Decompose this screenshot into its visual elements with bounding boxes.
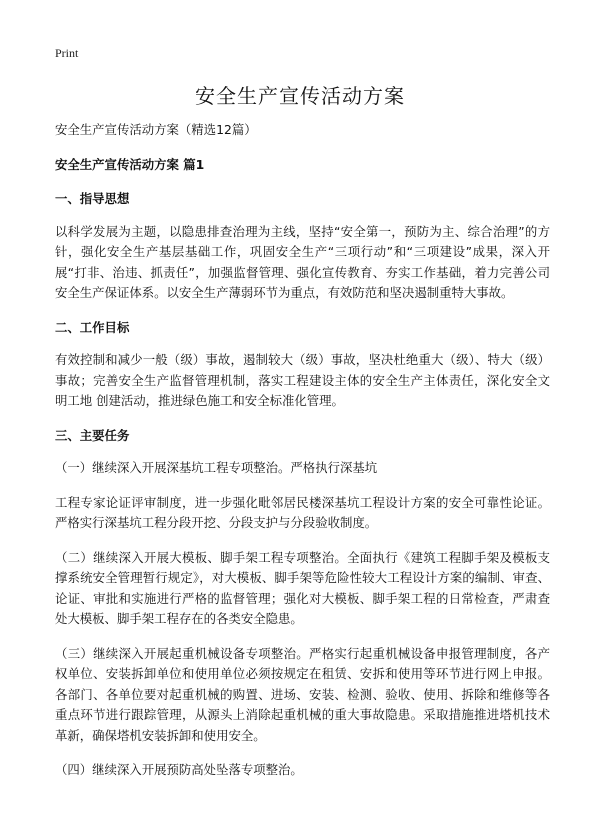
document-body: [55, 120, 550, 795]
document-subtitle: 安全生产宣传活动方案（精选12篇）: [55, 122, 257, 137]
section-paragraph-work-goals: 有效控制和减少一般（级）事故，遏制较大（级）事故，坚决杜绝重大（级）、特大（级）事故；完善安全生产监督管理机制，落实工程建设主体的安全生产主体责任，深化安全文明工地 创建活动，推进绿色施工和安全标准化管理。: [55, 352, 550, 408]
article-title: 安全生产宣传活动方案 篇1: [55, 156, 205, 172]
section-heading-work-goals: 二、工作目标: [55, 319, 130, 335]
task-item: （三）继续深入开展起重机械设备专项整治。严格实行起重机械设备申报管理制度，各产权单位、安装拆卸单位和使用单位必须按规定在租赁、安拆和使用等环节进行网上申报。各部门、各单位要对起重机械的购置、进场、安装、检测、验收、使用、拆除和维修等各重点环节进行跟踪管理，从源头上消除起重机械的重大事故隐患。采取措施推进塔机技术革新，确保塔机安装拆卸和使用安全。: [55, 645, 550, 743]
section-paragraph-guiding-ideology: 以科学发展为主题，以隐患排查治理为主线，坚持“安全第一，预防为主、综合治理”的方针，强化安全生产基层基础工作，巩固安全生产“三项行动”和“三项建设”成果，深入开展“打非、治违、抓责任”，加强监督管理、强化宣传教育、夯实工作基础，着力完善公司安全生产保证体系。以安全生产薄弱环节为重点，有效防范和坚决遏制重特大事故。: [55, 223, 550, 300]
document-title: 安全生产宣传活动方案: [195, 84, 405, 108]
print-label: Print: [55, 46, 79, 60]
section-heading-guiding-ideology: 一、指导思想: [55, 191, 130, 206]
task-item: （一）继续深入开展深基坑工程专项整治。严格执行深基坑: [55, 460, 378, 475]
task-item: （四）继续深入开展预防高处坠落专项整治。: [55, 762, 303, 777]
task-item: 工程专家论证评审制度，进一步强化毗邻居民楼深基坑工程设计方案的安全可靠性论证。严格实行深基坑工程分段开挖、分段支护与分段验收制度。: [55, 494, 550, 530]
section-heading-main-tasks: 三、主要任务: [55, 427, 130, 443]
task-item: （二）继续深入开展大模板、脚手架工程专项整治。全面执行《建筑工程脚手架及模板支撑系统安全管理暂行规定》，对大模板、脚手架等危险性较大工程设计方案的编制、审查、论证、审批和实施进行严格的监督管理；强化对大模板、脚手架工程的日常检查，严肃查处大模板、脚手架工程存在的各类安全隐患。: [55, 549, 550, 626]
